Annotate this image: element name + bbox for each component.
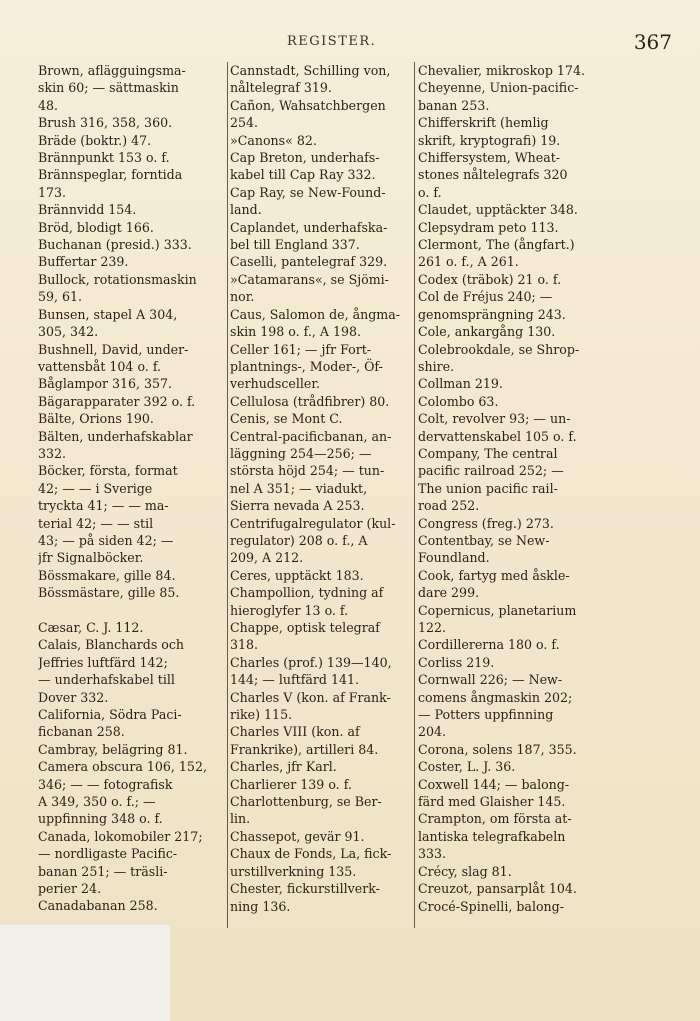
index-line: Brännpunkt 153 o. f. [38, 150, 170, 166]
index-line: jfr Signalböcker. [38, 550, 144, 566]
index-line: banan 253. [418, 97, 490, 113]
index-line: Crampton, om första at- [418, 811, 572, 827]
index-line: Charlottenburg, se Ber- [230, 794, 382, 810]
index-line: vattensbåt 104 o. f. [38, 358, 162, 374]
running-header [0, 30, 700, 60]
index-line: Camera obscura 106, 152, [38, 759, 207, 775]
index-line: Chester, fickurstillverk- [230, 881, 380, 897]
index-line: 144; — luftfärd 141. [230, 672, 360, 688]
index-line: 254. [230, 115, 259, 131]
index-line: Corona, solens 187, 355. [418, 741, 577, 757]
index-line: Cook, fartyg med åskle- [418, 567, 570, 583]
index-line: Caselli, pantelegraf 329. [230, 254, 388, 270]
index-line: hieroglyfer 13 o. f. [230, 602, 349, 618]
index-line: Bägarapparater 392 o. f. [38, 393, 196, 409]
index-line: California, Södra Paci- [38, 707, 182, 723]
index-line: Cordillererna 180 o. f. [418, 637, 560, 653]
index-line: 318. [230, 637, 259, 653]
index-line: Cole, ankargång 130. [418, 324, 556, 340]
index-line: skrift, kryptografi) 19. [418, 132, 561, 148]
index-line: Cap Ray, se New-Found- [230, 184, 386, 200]
page-corner-blank [0, 925, 170, 1021]
index-line: Colombo 63. [418, 393, 499, 409]
index-line: Buchanan (presid.) 333. [38, 237, 192, 253]
index-line: Cellulosa (trådfibrer) 80. [230, 393, 390, 409]
index-line: Brännvidd 154. [38, 202, 137, 218]
index-line: Chiffersystem, Wheat- [418, 150, 561, 166]
column-divider [414, 62, 415, 928]
index-line: 332. [38, 445, 67, 461]
index-line: Foundland. [418, 550, 490, 566]
index-line: Crocé-Spinelli, balong- [418, 898, 564, 914]
index-line: Brush 316, 358, 360. [38, 115, 173, 131]
index-line: 209, A 212. [230, 550, 304, 566]
index-line: Bälte, Orions 190. [38, 411, 154, 427]
index-line: ning 136. [230, 898, 291, 914]
index-line: Chevalier, mikroskop 174. [418, 63, 585, 78]
index-line: skin 60; — sättmaskin [38, 80, 179, 96]
index-line: Calais, Blanchards och [38, 637, 185, 653]
index-line: lantiska telegrafkabeln [418, 828, 566, 844]
index-line: läggning 254—256; — [230, 445, 372, 461]
index-line: Frankrike), artilleri 84. [230, 741, 379, 757]
index-line: — Potters uppfinning [418, 707, 554, 723]
index-line: o. f. [418, 184, 442, 200]
index-line: Charles V (kon. af Frank- [230, 689, 391, 705]
index-line: Congress (freg.) 273. [418, 515, 554, 531]
index-line: Canada, lokomobiler 217; [38, 828, 203, 844]
index-line: Dover 332. [38, 689, 109, 705]
index-line: Colebrookdale, se Shrop- [418, 341, 580, 357]
index-line: 261 o. f., A 261. [418, 254, 519, 270]
index-line: banan 251; — träsli- [38, 863, 168, 879]
index-line: Coxwell 144; — balong- [418, 776, 570, 792]
index-line: pacific railroad 252; — [418, 463, 564, 479]
index-line: perier 24. [38, 881, 102, 897]
index-line: 204. [418, 724, 447, 740]
index-line: kabel till Cap Ray 332. [230, 167, 376, 183]
index-line: Crécy, slag 81. [418, 863, 512, 879]
index-line: Sierra nevada A 253. [230, 498, 365, 514]
index-line: Centrifugalregulator (kul- [230, 515, 396, 531]
index-line: comens ångmaskin 202; [418, 689, 573, 705]
index-line: Clepsydram peto 113. [418, 219, 559, 235]
index-line: regulator) 208 o. f., A [230, 532, 368, 548]
index-line: Clermont, The (ångfart.) [418, 237, 575, 253]
index-line: tryckta 41; — — ma- [38, 498, 169, 514]
index-line: Bushnell, David, under- [38, 341, 189, 357]
index-line: Charlierer 139 o. f. [230, 776, 352, 792]
section-gap [38, 602, 223, 619]
index-line: Codex (träbok) 21 o. f. [418, 271, 562, 287]
index-line: Cenis, se Mont C. [230, 411, 343, 427]
index-line: dervattenskabel 105 o. f. [418, 428, 577, 444]
index-line: Chifferskrift (hemlig [418, 115, 549, 131]
index-line: 48. [38, 97, 59, 113]
index-line: Cæsar, C. J. 112. [38, 619, 144, 635]
index-line: dare 299. [418, 585, 480, 601]
column-divider [227, 62, 228, 928]
index-line: uppfinning 348 o. f. [38, 811, 163, 827]
index-line: 173. [38, 184, 67, 200]
index-line: Company, The central [418, 445, 558, 461]
index-line: Båglampor 316, 357. [38, 376, 173, 392]
index-line: Böcker, första, format [38, 463, 178, 479]
index-line: Cambray, belägring 81. [38, 741, 188, 757]
index-line: nåltelegraf 319. [230, 80, 332, 96]
index-column-2 [230, 62, 414, 915]
index-line: Charles VIII (kon. af [230, 724, 360, 740]
index-line: Jeffries luftfärd 142; [38, 654, 168, 670]
index-line: — nordligaste Pacific- [38, 846, 178, 862]
index-line: Chassepot, gevär 91. [230, 828, 365, 844]
page-title: REGISTER. [287, 34, 377, 49]
index-line: lin. [230, 811, 251, 827]
index-line: skin 198 o. f., A 198. [230, 324, 362, 340]
index-line: road 252. [418, 498, 480, 514]
index-line: Bössmakare, gille 84. [38, 567, 176, 583]
index-line: shire. [418, 358, 455, 374]
index-line: Caplandet, underhafska- [230, 219, 388, 235]
index-line: Chaux de Fonds, La, fick- [230, 846, 392, 862]
index-line: Bälten, underhafskablar [38, 428, 193, 444]
index-line: Cornwall 226; — New- [418, 672, 563, 688]
index-line: land. [230, 202, 262, 218]
index-line: genomsprängning 243. [418, 306, 566, 322]
index-line: Caus, Salomon de, ångma- [230, 306, 401, 322]
index-line: 42; — — i Sverige [38, 480, 153, 496]
index-line: Chappe, optisk telegraf [230, 620, 380, 635]
index-column-1 [38, 62, 223, 915]
index-line: verhudsceller. [230, 376, 320, 392]
index-line: nor. [230, 289, 255, 305]
index-line: Collman 219. [418, 376, 503, 392]
index-line: Corliss 219. [418, 654, 495, 670]
index-line: — underhafskabel till [38, 672, 175, 688]
index-line: Brown, aflägguingsma- [38, 63, 186, 78]
page-number: 367 [633, 30, 672, 54]
index-line: färd med Glaisher 145. [418, 794, 566, 810]
index-line: Bullock, rotationsmaskin [38, 271, 197, 287]
index-line: Cap Breton, underhafs- [230, 150, 380, 166]
index-line: »Canons« 82. [230, 132, 317, 148]
index-line: stones nåltelegrafs 320 [418, 167, 568, 183]
index-line: ficbanan 258. [38, 724, 125, 740]
index-line: Coster, L. J. 36. [418, 759, 516, 775]
index-line: rike) 115. [230, 707, 293, 723]
index-line: nel A 351; — viadukt, [230, 480, 368, 496]
index-line: Central-pacificbanan, an- [230, 428, 392, 444]
index-line: Colt, revolver 93; — un- [418, 411, 571, 427]
index-line: Charles (prof.) 139—140, [230, 654, 392, 670]
index-line: 305, 342. [38, 324, 99, 340]
index-line: Bössmästare, gille 85. [38, 585, 180, 601]
index-column-3 [418, 62, 664, 915]
index-line: Copernicus, planetarium [418, 602, 577, 618]
index-line: plantnings-, Moder-, Öf- [230, 358, 383, 374]
index-line: Bröd, blodigt 166. [38, 219, 154, 235]
index-line: Ceres, upptäckt 183. [230, 567, 364, 583]
index-line: Canadabanan 258. [38, 898, 158, 914]
index-line: Cheyenne, Union-pacific- [418, 80, 579, 96]
index-line: största höjd 254; — tun- [230, 463, 385, 479]
index-line: The union pacific rail- [418, 480, 558, 496]
index-line: 122. [418, 620, 447, 635]
index-line: Col de Fréjus 240; — [418, 289, 553, 305]
index-line: Claudet, upptäckter 348. [418, 202, 578, 218]
index-line: Buffertar 239. [38, 254, 129, 270]
index-line: A 349, 350 o. f.; — [38, 794, 156, 810]
index-line: terial 42; — — stil [38, 515, 154, 531]
index-line: bel till England 337. [230, 237, 360, 253]
index-line: Bunsen, stapel A 304, [38, 306, 178, 322]
index-line: Champollion, tydning af [230, 585, 384, 601]
index-line: Creuzot, pansarplåt 104. [418, 881, 577, 897]
index-line: Celler 161; — jfr Fort- [230, 341, 372, 357]
index-line: urstillverkning 135. [230, 863, 357, 879]
index-line: 43; — på siden 42; — [38, 532, 174, 548]
index-line: Cannstadt, Schilling von, [230, 63, 391, 78]
index-line: Charles, jfr Karl. [230, 759, 337, 775]
index-line: 59, 61. [38, 289, 83, 305]
index-line: 333. [418, 846, 447, 862]
index-line: Contentbay, se New- [418, 532, 550, 548]
index-line: Bräde (boktr.) 47. [38, 132, 152, 148]
index-line: 346; — — fotografisk [38, 776, 173, 792]
index-line: Cañon, Wahsatchbergen [230, 97, 386, 113]
index-line: »Catamarans«, se Sjömi- [230, 271, 389, 287]
index-line: Brännspeglar, forntida [38, 167, 183, 183]
